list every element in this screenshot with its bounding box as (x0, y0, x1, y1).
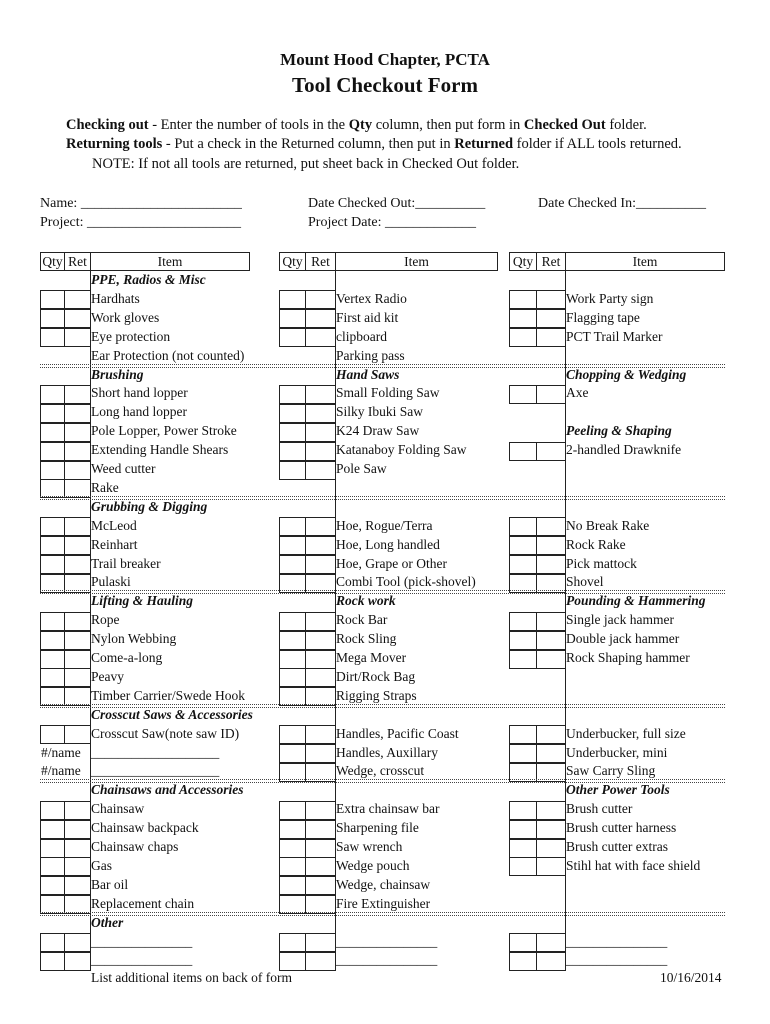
ret-checkbox[interactable] (536, 839, 566, 858)
ret-checkbox[interactable] (536, 309, 566, 328)
tool-item: Brush cutter extras (566, 839, 668, 854)
qty-cell[interactable] (40, 385, 65, 404)
ret-checkbox[interactable] (305, 839, 336, 858)
ret-header: Ret (537, 253, 566, 270)
date-out-field[interactable]: Date Checked Out:__________ (308, 196, 486, 211)
ret-checkbox[interactable] (536, 612, 566, 631)
column-header (279, 252, 498, 271)
tool-item: Rake (91, 479, 119, 495)
tool-item: Hoe, Long handled (336, 536, 440, 552)
ret-checkbox[interactable] (64, 385, 91, 404)
tool-item: Gas (91, 857, 112, 873)
item-column-rule (565, 271, 566, 970)
tool-item: PCT Trail Marker (566, 328, 663, 344)
ret-checkbox[interactable] (305, 328, 336, 347)
ret-checkbox[interactable] (64, 952, 91, 971)
qty-cell[interactable] (509, 820, 537, 839)
tool-item: 2-handled Drawknife (566, 442, 682, 458)
qty-header: Qty (510, 253, 537, 270)
qty-cell[interactable] (279, 536, 306, 555)
section-divider (40, 496, 725, 500)
ret-checkbox[interactable] (305, 555, 336, 574)
qty-cell[interactable] (279, 555, 306, 574)
checkout-text: - Enter the number of tools in the (148, 117, 349, 133)
tool-item: McLeod (91, 517, 137, 533)
checkout-folder: Checked Out (523, 117, 606, 133)
tool-item: Brush cutter (566, 801, 633, 817)
project-field[interactable]: Project: ______________________ (40, 215, 242, 230)
qty-cell[interactable] (40, 820, 65, 839)
qty-cell[interactable] (509, 385, 537, 404)
qty-cell[interactable] (40, 290, 65, 309)
tool-item[interactable]: _______________ (566, 933, 668, 949)
tool-item: Underbucker, mini (566, 744, 668, 760)
ret-checkbox[interactable] (536, 857, 566, 876)
tool-item: Underbucker, full size (566, 725, 686, 741)
ret-checkbox[interactable] (64, 536, 91, 555)
section-heading: Hand Saws (336, 366, 400, 382)
tool-item: Wedge pouch (336, 857, 410, 873)
tool-item: Double jack hammer (566, 631, 680, 647)
section-divider (40, 779, 725, 783)
qty-cell[interactable] (40, 309, 65, 328)
section-heading: PPE, Radios & Misc (91, 272, 206, 287)
qty-cell[interactable] (509, 612, 537, 631)
qty-cell[interactable] (509, 631, 537, 650)
tool-item: Bar oil (91, 876, 129, 892)
tool-item: Wedge, crosscut (336, 763, 425, 779)
ret-checkbox[interactable] (305, 876, 336, 895)
qty-cell[interactable] (40, 461, 65, 480)
qty-header: Qty (280, 253, 306, 270)
project-date-field[interactable]: Project Date: _____________ (308, 215, 476, 230)
section-heading: Chainsaws and Accessories (91, 782, 244, 798)
tool-item: Combi Tool (pick-shovel) (336, 574, 476, 590)
ret-checkbox[interactable] (536, 631, 566, 650)
section-heading: Other Power Tools (566, 782, 670, 798)
tool-item: Extra chainsaw bar (336, 801, 440, 817)
saw-id-blank[interactable]: ___________________ (91, 763, 220, 779)
name-field[interactable]: Name: _______________________ (40, 196, 242, 211)
qty-cell[interactable] (279, 309, 306, 328)
section-heading: Other (91, 914, 124, 930)
qty-cell[interactable] (40, 668, 65, 687)
ret-checkbox[interactable] (536, 952, 566, 971)
ret-checkbox[interactable] (536, 744, 566, 763)
item-header: Item (157, 254, 183, 269)
tool-item: Rock Bar (336, 612, 388, 628)
qty-cell[interactable] (509, 328, 537, 347)
ret-checkbox[interactable] (305, 442, 336, 461)
checkout-label: Checking out (66, 117, 149, 133)
tool-item: First aid kit (336, 309, 399, 325)
tool-item: clipboard (336, 328, 387, 344)
tool-item: Work gloves (91, 309, 160, 325)
qty-cell[interactable] (509, 857, 537, 876)
tool-item: Dirt/Rock Bag (336, 668, 416, 684)
ret-checkbox[interactable] (305, 933, 336, 952)
tool-item: K24 Draw Saw (336, 423, 420, 439)
return-instruction (66, 136, 682, 153)
ret-checkbox[interactable] (64, 857, 91, 876)
ret-checkbox[interactable] (64, 328, 91, 347)
tool-item[interactable]: _______________ (336, 952, 438, 968)
qty-cell[interactable] (40, 612, 65, 631)
qty-cell[interactable] (279, 839, 306, 858)
qty-cell[interactable] (279, 517, 306, 536)
saw-id-label: #/name (41, 763, 81, 779)
tool-item: Eye protection (91, 328, 171, 344)
qty-cell[interactable] (279, 631, 306, 650)
org-title: Mount Hood Chapter, PCTA (280, 50, 490, 69)
tool-item: Rigging Straps (336, 687, 417, 703)
checkout-text: folder. (605, 117, 647, 133)
tool-item: Rock Rake (566, 536, 626, 552)
qty-cell[interactable] (40, 404, 65, 423)
ret-checkbox[interactable] (64, 555, 91, 574)
section-heading: Lifting & Hauling (91, 593, 194, 609)
ret-checkbox[interactable] (305, 801, 336, 820)
qty-cell[interactable] (279, 328, 306, 347)
footer-date: 10/16/2014 (660, 970, 722, 985)
ret-checkbox[interactable] (305, 650, 336, 669)
ret-checkbox[interactable] (305, 404, 336, 423)
qty-cell[interactable] (509, 442, 537, 461)
ret-checkbox[interactable] (305, 744, 336, 763)
tool-item: Flagging tape (566, 309, 640, 325)
tool-item: Replacement chain (91, 895, 195, 911)
tool-item: Fire Extinguisher (336, 895, 431, 911)
ret-checkbox[interactable] (536, 933, 566, 952)
qty-cell[interactable] (509, 517, 537, 536)
ret-checkbox[interactable] (536, 555, 566, 574)
ret-checkbox[interactable] (305, 631, 336, 650)
ret-checkbox[interactable] (305, 612, 336, 631)
section-heading: Peeling & Shaping (566, 423, 672, 439)
qty-cell[interactable] (279, 442, 306, 461)
tool-item: Hoe, Grape or Other (336, 555, 447, 571)
ret-checkbox[interactable] (64, 839, 91, 858)
saw-id-blank[interactable]: ___________________ (91, 744, 220, 760)
ret-checkbox[interactable] (536, 536, 566, 555)
ret-checkbox[interactable] (64, 631, 91, 650)
ret-checkbox[interactable] (305, 725, 336, 744)
ret-checkbox[interactable] (536, 442, 566, 461)
section-heading: Pounding & Hammering (566, 593, 706, 609)
footer-note: List additional items on back of form (91, 970, 292, 985)
tool-item: Pole Lopper, Power Stroke (91, 423, 237, 439)
tool-item: Saw Carry Sling (566, 763, 656, 779)
tool-item: Come-a-long (91, 650, 163, 665)
ret-checkbox[interactable] (64, 309, 91, 328)
ret-checkbox[interactable] (64, 461, 91, 480)
tool-item[interactable]: _______________ (91, 933, 193, 949)
tool-item[interactable]: _______________ (336, 933, 438, 949)
ret-checkbox[interactable] (536, 650, 566, 669)
date-in-field[interactable]: Date Checked In:__________ (538, 196, 706, 211)
ret-checkbox[interactable] (305, 290, 336, 309)
item-column-rule (90, 271, 91, 970)
tool-item: Ear Protection (not counted) (91, 347, 245, 363)
qty-cell[interactable] (509, 555, 537, 574)
item-header: Item (632, 254, 658, 269)
tool-item: Hoe, Rogue/Terra (336, 517, 433, 533)
ret-checkbox[interactable] (536, 328, 566, 347)
section-divider (40, 912, 725, 916)
ret-checkbox[interactable] (536, 517, 566, 536)
qty-cell[interactable] (279, 404, 306, 423)
ret-checkbox[interactable] (305, 952, 336, 971)
tool-item[interactable]: _______________ (91, 952, 193, 968)
saw-id-label: #/name (41, 744, 81, 760)
ret-checkbox[interactable] (305, 309, 336, 328)
ret-header: Ret (65, 253, 91, 270)
qty-cell[interactable] (40, 876, 65, 895)
tool-item: Silky Ibuki Saw (336, 404, 424, 420)
ret-checkbox[interactable] (536, 801, 566, 820)
ret-checkbox[interactable] (305, 820, 336, 839)
qty-cell[interactable] (279, 801, 306, 820)
tool-item: Stihl hat with face shield (566, 857, 701, 873)
qty-cell[interactable] (40, 423, 65, 442)
qty-cell[interactable] (40, 952, 65, 971)
section-heading: Grubbing & Digging (91, 498, 208, 514)
tool-item: Pole Saw (336, 461, 387, 476)
tool-item: Rock Shaping hammer (566, 650, 690, 665)
ret-checkbox[interactable] (64, 725, 91, 744)
return-label: Returning tools (66, 136, 163, 152)
item-header: Item (404, 254, 429, 269)
ret-checkbox[interactable] (64, 820, 91, 839)
tool-item: Katanaboy Folding Saw (336, 442, 467, 458)
section-heading: Brushing (91, 366, 144, 382)
checkout-qty: Qty (348, 117, 373, 133)
tool-item: Axe (566, 385, 589, 401)
tool-item: Timber Carrier/Swede Hook (91, 687, 245, 703)
ret-checkbox[interactable] (305, 461, 336, 480)
tool-item: Mega Mover (336, 650, 407, 665)
ret-checkbox[interactable] (64, 933, 91, 952)
ret-checkbox[interactable] (64, 668, 91, 687)
ret-checkbox[interactable] (64, 442, 91, 461)
qty-cell[interactable] (509, 309, 537, 328)
tool-item: Pulaski (91, 574, 131, 590)
section-divider (40, 364, 725, 368)
qty-cell[interactable] (279, 385, 306, 404)
tool-item: Peavy (91, 668, 124, 684)
qty-cell[interactable] (40, 801, 65, 820)
qty-cell[interactable] (279, 650, 306, 669)
qty-cell[interactable] (509, 650, 537, 669)
ret-checkbox[interactable] (64, 876, 91, 895)
section-heading: Crosscut Saws & Accessories (91, 706, 253, 722)
tool-item: No Break Rake (566, 517, 650, 533)
ret-checkbox[interactable] (64, 612, 91, 631)
qty-cell[interactable] (40, 328, 65, 347)
tool-item: Wedge, chainsaw (336, 876, 431, 892)
ret-checkbox[interactable] (536, 725, 566, 744)
qty-cell[interactable] (279, 876, 306, 895)
qty-cell[interactable] (40, 839, 65, 858)
qty-cell[interactable] (509, 952, 537, 971)
tool-item: Parking pass (336, 347, 405, 363)
tool-item: Short hand lopper (91, 385, 188, 401)
checkout-instruction (66, 117, 647, 134)
qty-cell[interactable] (509, 725, 537, 744)
qty-cell[interactable] (279, 933, 306, 952)
qty-cell[interactable] (279, 423, 306, 442)
tool-item: Weed cutter (91, 461, 156, 476)
qty-cell[interactable] (509, 744, 537, 763)
ret-checkbox[interactable] (305, 517, 336, 536)
qty-cell[interactable] (279, 612, 306, 631)
tool-item: Single jack hammer (566, 612, 674, 628)
qty-header: Qty (41, 253, 65, 270)
tool-item: Long hand lopper (91, 404, 187, 420)
ret-checkbox[interactable] (305, 857, 336, 876)
tool-item: Chainsaw chaps (91, 839, 179, 854)
tool-item: Chainsaw (91, 801, 145, 817)
ret-checkbox[interactable] (305, 423, 336, 442)
tool-item: Chainsaw backpack (91, 820, 199, 836)
ret-checkbox[interactable] (536, 385, 566, 404)
qty-cell[interactable] (40, 933, 65, 952)
tool-item: Rock Sling (336, 631, 397, 647)
ret-checkbox[interactable] (305, 668, 336, 687)
qty-cell[interactable] (40, 650, 65, 669)
note: NOTE: If not all tools are returned, put sheet back in Checked Out folder. (92, 156, 520, 172)
tool-item: Trail breaker (91, 555, 161, 571)
qty-cell[interactable] (40, 536, 65, 555)
section-divider (40, 704, 725, 708)
ret-checkbox[interactable] (305, 536, 336, 555)
qty-cell[interactable] (279, 857, 306, 876)
qty-cell[interactable] (279, 744, 306, 763)
qty-cell[interactable] (509, 801, 537, 820)
ret-checkbox[interactable] (536, 820, 566, 839)
checkout-text: column, then put form in (372, 117, 524, 133)
ret-checkbox[interactable] (536, 290, 566, 309)
tool-item: Work Party sign (566, 290, 654, 306)
ret-checkbox[interactable] (305, 385, 336, 404)
column-header (509, 252, 725, 271)
qty-cell[interactable] (40, 517, 65, 536)
form-title: Tool Checkout Form (292, 73, 478, 97)
return-text: folder if ALL tools returned. (513, 136, 682, 152)
tool-item: Nylon Webbing (91, 631, 177, 647)
ret-checkbox[interactable] (64, 423, 91, 442)
ret-checkbox[interactable] (64, 650, 91, 669)
section-divider (40, 590, 725, 594)
qty-cell[interactable] (509, 839, 537, 858)
item-column-rule (335, 271, 336, 970)
tool-item: Reinhart (91, 536, 138, 552)
qty-cell[interactable] (509, 933, 537, 952)
qty-cell[interactable] (40, 631, 65, 650)
qty-cell[interactable] (279, 820, 306, 839)
column-header (40, 252, 250, 271)
tool-item: Crosscut Saw(note saw ID) (91, 725, 240, 741)
qty-cell[interactable] (279, 668, 306, 687)
tool-item: Pick mattock (566, 555, 637, 571)
qty-cell[interactable] (279, 290, 306, 309)
ret-checkbox[interactable] (64, 801, 91, 820)
tool-item: Handles, Pacific Coast (336, 725, 459, 741)
ret-checkbox[interactable] (64, 290, 91, 309)
qty-cell[interactable] (509, 290, 537, 309)
qty-cell[interactable] (509, 536, 537, 555)
section-heading: Rock work (336, 593, 396, 609)
qty-cell[interactable] (40, 857, 65, 876)
tool-item: Shovel (566, 574, 604, 590)
section-heading: Chopping & Wedging (566, 366, 687, 382)
tool-item: Hardhats (91, 290, 140, 306)
ret-checkbox[interactable] (64, 517, 91, 536)
tool-item: Vertex Radio (336, 290, 407, 306)
tool-item: Small Folding Saw (336, 385, 440, 401)
qty-cell[interactable] (40, 555, 65, 574)
qty-cell[interactable] (279, 725, 306, 744)
ret-header: Ret (306, 253, 336, 270)
tool-item: Handles, Auxillary (336, 744, 438, 760)
qty-cell[interactable] (40, 442, 65, 461)
qty-cell[interactable] (279, 952, 306, 971)
tool-item: Rope (91, 612, 120, 628)
qty-cell[interactable] (40, 725, 65, 744)
tool-item[interactable]: _______________ (566, 952, 668, 968)
return-text: - Put a check in the Returned column, then put in (162, 136, 455, 152)
ret-checkbox[interactable] (64, 404, 91, 423)
tool-item: Brush cutter harness (566, 820, 677, 836)
tool-item: Sharpening file (336, 820, 419, 836)
tool-item: Saw wrench (336, 839, 403, 854)
return-folder: Returned (454, 136, 514, 152)
tool-item: Extending Handle Shears (91, 442, 229, 458)
qty-cell[interactable] (279, 461, 306, 480)
